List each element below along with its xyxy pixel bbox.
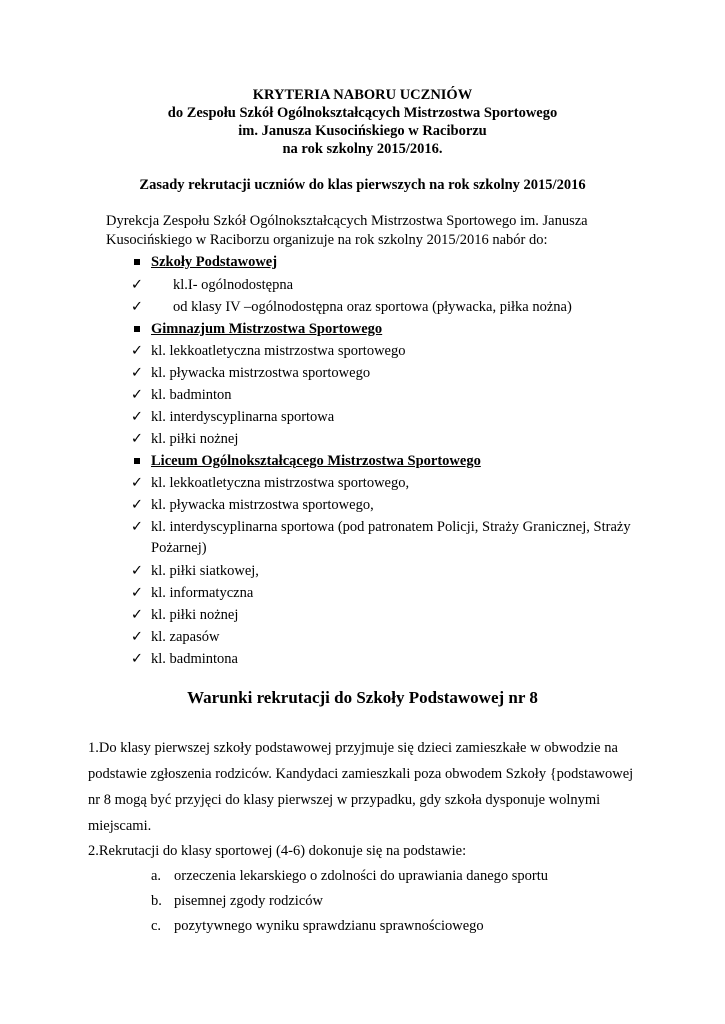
check-icon: ✓ — [130, 343, 144, 359]
square-bullet-icon — [130, 452, 144, 470]
section-title: Warunki rekrutacji do Szkoły Podstawowej nr 8 — [187, 688, 538, 707]
class-label: kl. interdyscyplinarna sportowa (pod patronatem Policji, Straży Granicznej, Straży — [151, 519, 631, 535]
class-label: kl.I- ogólnodostępna — [173, 277, 294, 293]
check-icon: ✓ — [130, 299, 144, 315]
class-label: od klasy IV –ogólnodostępna oraz sportowa (pływacka, piłka nożna) — [173, 299, 572, 315]
school-name: Liceum Ogólnokształcącego Mistrzostwa Sportowego — [151, 453, 481, 469]
check-icon: ✓ — [130, 409, 144, 425]
paragraph-line: 2.Rekrutacji do klasy sportowej (4-6) dokonuje się na podstawie: — [88, 843, 467, 859]
list-letter: b. — [151, 893, 162, 909]
header-line-3: im. Janusza Kusocińskiego w Raciborzu — [238, 123, 487, 139]
paragraph-line: 1.Do klasy pierwszej szkoły podstawowej przyjmuje się dzieci zamieszkałe w obwodzie na — [88, 740, 618, 756]
check-icon: ✓ — [130, 277, 144, 293]
list-text: orzeczenia lekarskiego o zdolności do uprawiania danego sportu — [174, 868, 549, 884]
check-icon: ✓ — [130, 365, 144, 381]
class-label: kl. pływacka mistrzostwa sportowego — [151, 365, 371, 381]
header-line-4: na rok szkolny 2015/2016. — [282, 141, 443, 157]
intro-line-2: Kusocińskiego w Raciborzu organizuje na rok szkolny 2015/2016 nabór do: — [106, 232, 548, 248]
class-label: kl. badmintona — [151, 651, 238, 667]
check-icon: ✓ — [130, 475, 144, 491]
square-bullet-icon — [130, 253, 144, 271]
school-name: Szkoły Podstawowej — [151, 254, 278, 270]
check-icon: ✓ — [130, 563, 144, 579]
class-label: kl. piłki nożnej — [151, 431, 239, 447]
header-line-1: KRYTERIA NABORU UCZNIÓW — [252, 87, 473, 103]
paragraph-line: miejscami. — [88, 818, 152, 834]
header-line-2: do Zespołu Szkół Ogólnokształcących Mistrzostwa Sportowego — [167, 105, 558, 121]
class-label: kl. lekkoatletyczna mistrzostwa sportowego — [151, 343, 406, 359]
check-icon: ✓ — [130, 431, 144, 447]
class-label: kl. badminton — [151, 387, 232, 403]
check-icon: ✓ — [130, 497, 144, 513]
paragraph-line: nr 8 mogą być przyjęci do klasy pierwszej w przypadku, gdy szkoła dysponuje wolnymi — [88, 792, 601, 808]
class-label: kl. piłki nożnej — [151, 607, 239, 623]
check-icon: ✓ — [130, 629, 144, 645]
check-icon: ✓ — [130, 607, 144, 623]
paragraph-line: podstawie zgłoszenia rodziców. Kandydaci zamieszkali poza obwodem Szkoły {podstawowej — [88, 766, 634, 782]
check-icon: ✓ — [130, 387, 144, 403]
check-icon: ✓ — [130, 651, 144, 667]
check-icon: ✓ — [130, 585, 144, 601]
class-label: kl. lekkoatletyczna mistrzostwa sportowego, — [151, 475, 410, 491]
list-letter: a. — [151, 868, 162, 884]
square-bullet-icon — [130, 320, 144, 338]
intro-line-1: Dyrekcja Zespołu Szkół Ogólnokształcących Mistrzostwa Sportowego im. Janusza — [106, 213, 588, 229]
class-label: kl. informatyczna — [151, 585, 254, 601]
list-letter: c. — [151, 918, 162, 934]
class-label: kl. interdyscyplinarna sportowa — [151, 409, 335, 425]
school-name: Gimnazjum Mistrzostwa Sportowego — [151, 321, 383, 337]
class-label: kl. pływacka mistrzostwa sportowego, — [151, 497, 374, 513]
list-text: pisemnej zgody rodziców — [174, 893, 323, 909]
check-icon: ✓ — [130, 519, 144, 535]
class-label: kl. zapasów — [151, 629, 220, 645]
class-label: kl. piłki siatkowej, — [151, 563, 259, 579]
list-text: pozytywnego wyniku sprawdzianu sprawnościowego — [174, 918, 484, 934]
class-label-continuation: Pożarnej) — [151, 540, 207, 556]
subtitle: Zasady rekrutacji uczniów do klas pierwszych na rok szkolny 2015/2016 — [139, 177, 586, 193]
